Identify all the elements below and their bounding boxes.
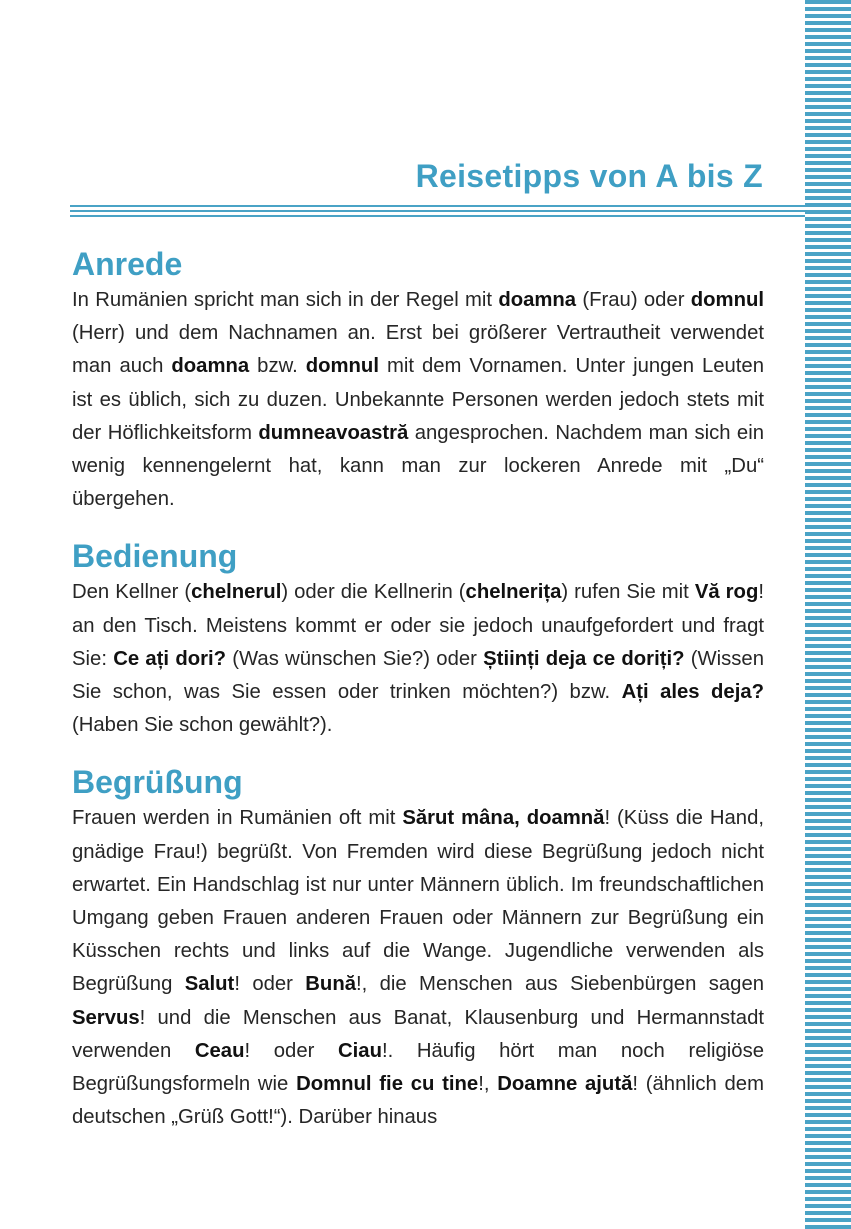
text-run: !. Häufig hört man noch religiöse Begrüßungsformeln wie xyxy=(72,1039,765,1096)
bold-term: Ce ați dori? xyxy=(113,647,227,670)
text-run: ! (ähnlich dem deutschen „Grüß Gott!“). Darüber hinaus xyxy=(72,1073,764,1129)
section-heading: Anrede xyxy=(72,246,183,282)
bold-term: doamna xyxy=(171,355,250,378)
article-body xyxy=(72,244,764,1134)
section-bedienung xyxy=(72,536,764,742)
section-paragraph xyxy=(72,576,764,742)
text-run: In Rumänien spricht man sich in der Regel mit xyxy=(72,289,499,311)
title-rule xyxy=(70,205,805,220)
section-paragraph xyxy=(72,802,764,1134)
text-run: (Frau) oder xyxy=(576,289,691,311)
text-run: ! oder xyxy=(244,1039,339,1062)
text-run: angesprochen. Nachdem man sich ein wenig kennengelernt hat, kann man zur lockeren Anrede mit „Du“ übergehen. xyxy=(72,421,764,511)
text-run: ! und die Menschen aus Banat, Klausenburg und Hermannstadt verwenden xyxy=(72,1006,764,1062)
text-run: ! (Küss die Hand, gnädige Frau!) begrüßt. Von Fremden wird diese Begrüßung jedoch nicht erwartet. Ein Handschlag ist nur unter Männern üblich. Im freundschaftlichen Umgang geben Frauen anderen Frauen oder Männern zur Begrüßung ein Küsschen rechts und links auf die Wange. Jugendliche verwenden als Begrüßung xyxy=(72,807,764,996)
bold-term: Vă rog xyxy=(694,581,759,604)
section-heading: Bedienung xyxy=(72,538,238,575)
bold-term: Ceau xyxy=(194,1039,245,1062)
section-anrede xyxy=(72,244,764,516)
bold-term: doamna xyxy=(498,289,577,311)
bold-term: Doamne ajută xyxy=(497,1073,633,1096)
section-paragraph xyxy=(72,284,764,516)
bold-term: Sărut mâna, doamnă xyxy=(402,807,605,830)
bold-term: Salut xyxy=(184,973,235,996)
bold-term: Ați ales deja? xyxy=(621,681,764,704)
text-run: Frauen werden in Rumänien oft mit xyxy=(72,807,403,830)
bold-term: Domnul fie cu tine xyxy=(296,1073,479,1096)
page-title: Reisetipps von A bis Z xyxy=(415,158,763,194)
section-heading: Begrüßung xyxy=(72,764,243,801)
bold-term: Științi deja ce doriți? xyxy=(483,647,685,670)
decorative-stripe-bar xyxy=(805,0,851,1229)
text-run: mit dem Vornamen. Unter jungen Leuten ist es üblich, sich zu duzen. Unbekannte Personen werden jedoch stets mit der Höflichkeitsform xyxy=(72,355,764,444)
text-run: ) oder die Kellnerin ( xyxy=(281,581,466,604)
bold-term: chelnerul xyxy=(191,581,282,604)
text-run: (Haben Sie schon gewählt?). xyxy=(72,714,333,737)
text-run: (Herr) und dem Nachnamen an. Erst bei größerer Vertrautheit verwendet man auch xyxy=(72,322,764,378)
text-run: Den Kellner ( xyxy=(72,581,192,604)
text-run: ) rufen Sie mit xyxy=(561,581,695,604)
bold-term: Bună xyxy=(305,973,356,996)
text-run: ! oder xyxy=(234,973,306,996)
bold-term: Ciau xyxy=(338,1039,382,1062)
bold-term: domnul xyxy=(690,289,764,311)
bold-term: domnul xyxy=(305,355,379,378)
text-run: bzw. xyxy=(249,355,306,378)
text-run: ! an den Tisch. Meistens kommt er oder sie jedoch unaufgefordert und fragt Sie: xyxy=(72,581,764,670)
text-run: !, die Menschen aus Siebenbürgen sagen xyxy=(355,973,764,996)
bold-term: Servus xyxy=(72,1006,140,1029)
bold-term: chelnerița xyxy=(465,581,562,604)
text-run: (Wissen Sie schon, was Sie essen oder trinken möchten?) bzw. xyxy=(72,647,764,704)
text-run: (Was wünschen Sie?) oder xyxy=(226,647,484,670)
bold-term: dumneavoastră xyxy=(258,421,409,444)
section-begruessung xyxy=(72,762,764,1134)
text-run: !, xyxy=(478,1073,498,1096)
